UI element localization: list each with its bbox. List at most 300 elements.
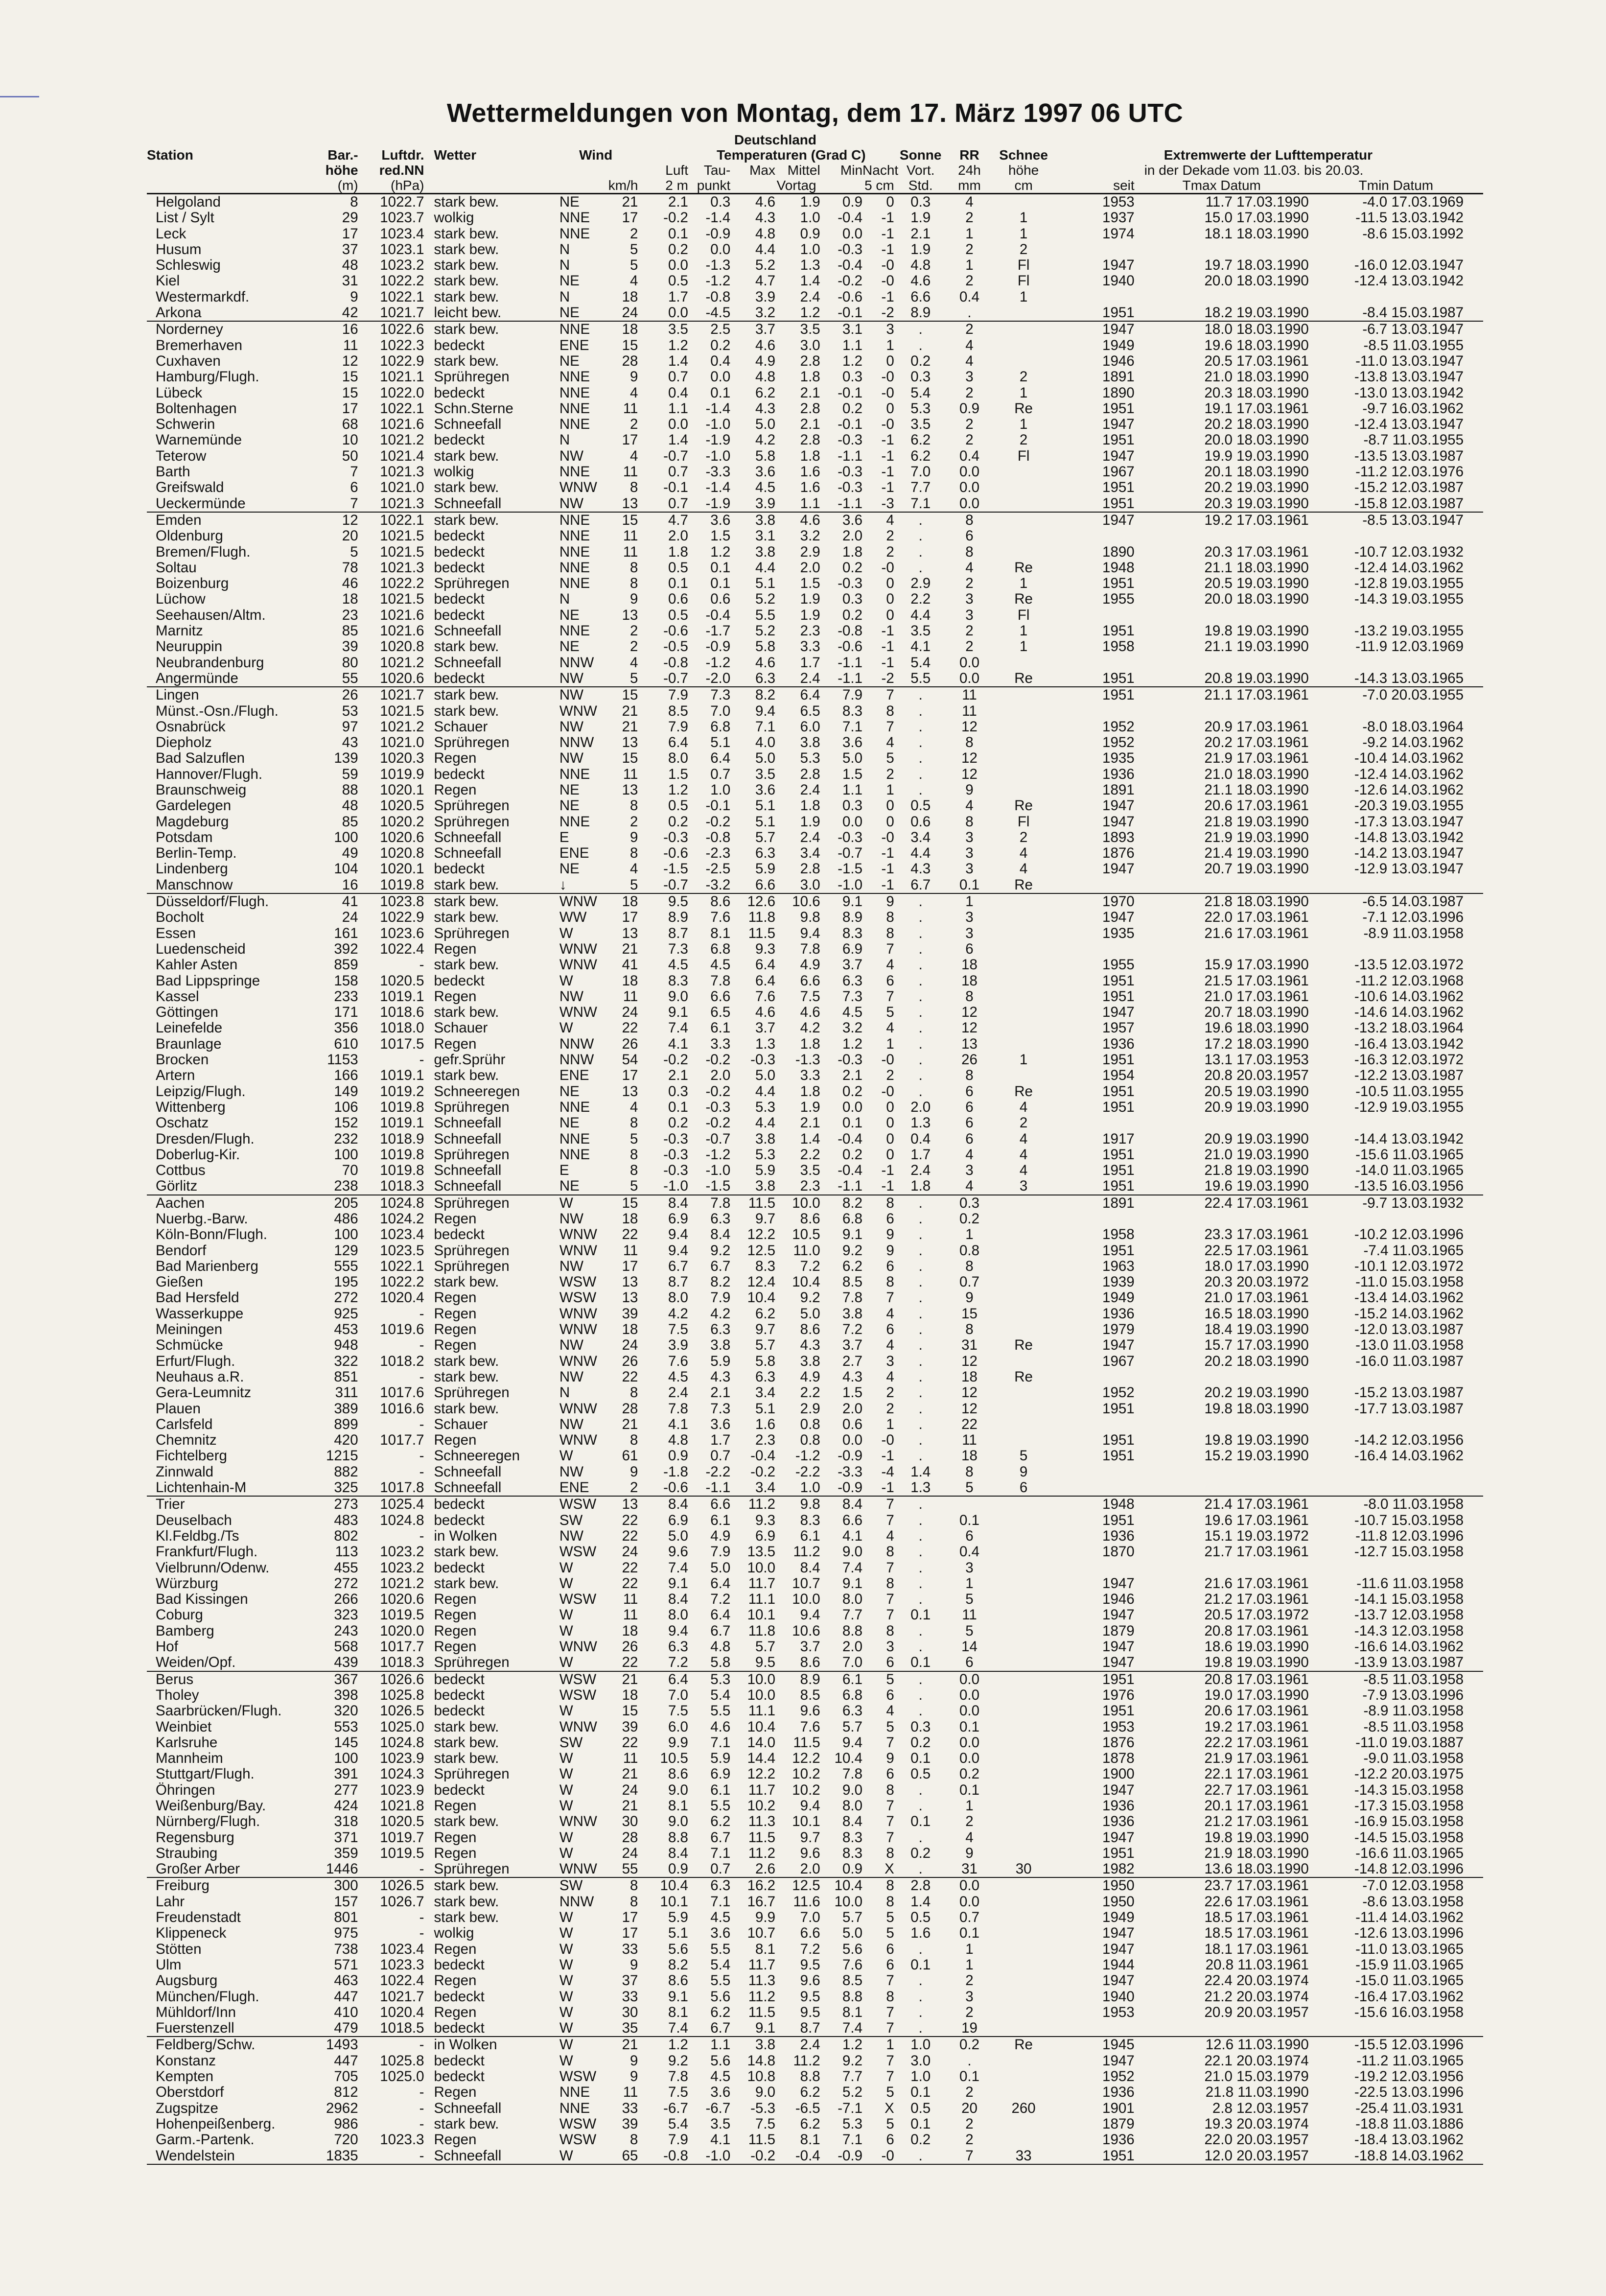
ground-temp: -0 xyxy=(881,829,894,845)
dew-point: 0.2 xyxy=(710,337,731,353)
precipitation: 0.2 xyxy=(959,1766,980,1782)
sunshine: 6.6 xyxy=(910,288,931,305)
wind-speed: 18 xyxy=(622,288,638,305)
station-name: Stuttgart/Flugh. xyxy=(156,1766,255,1782)
wind-speed: 8 xyxy=(630,797,638,814)
snow-depth xyxy=(992,2020,1055,2037)
tmax-record: 21.1 17.03.1961 xyxy=(1204,687,1309,703)
station-name: Leipzig/Flugh. xyxy=(156,1083,246,1100)
tmin-record: -20.3 19.03.1955 xyxy=(1354,797,1464,814)
temp-max: 8.3 xyxy=(755,1258,775,1274)
record-since: 1951 xyxy=(1102,972,1135,989)
wind-speed: 22 xyxy=(622,1575,638,1592)
station-name: Cuxhaven xyxy=(156,352,221,369)
record-since: 1936 xyxy=(1102,766,1135,782)
air-temp: 0.2 xyxy=(668,813,688,830)
barometer-height: 6 xyxy=(350,479,358,496)
station-name: Warnemünde xyxy=(156,432,242,448)
wind-speed: 11 xyxy=(623,766,638,782)
temp-max: 3.6 xyxy=(755,464,775,480)
wind-speed: 26 xyxy=(622,1353,638,1369)
weather: Schneefall xyxy=(424,1480,553,1496)
temp-mean: 1.8 xyxy=(800,797,820,814)
ground-temp: 7 xyxy=(886,2068,894,2085)
sunshine: 0.2 xyxy=(910,1845,931,1861)
ground-temp: 6 xyxy=(886,2132,894,2148)
pressure: 1023.4 xyxy=(380,1941,424,1957)
wind-speed: 21 xyxy=(622,194,638,210)
temp-mean: 9.8 xyxy=(800,1496,820,1513)
precipitation: 12 xyxy=(961,1020,978,1036)
temp-mean: 8.5 xyxy=(800,1687,820,1703)
ground-temp: 2 xyxy=(886,1400,894,1417)
temp-max: 9.7 xyxy=(755,1211,775,1227)
weather: Sprühregen xyxy=(434,1258,510,1274)
wind-direction: W xyxy=(559,1559,573,1576)
wind-speed: 18 xyxy=(622,893,638,910)
record-since: 1947 xyxy=(1055,1655,1135,1671)
wind-speed: 2 xyxy=(630,813,638,830)
temp-mean: 2.4 xyxy=(800,781,820,798)
ground-temp: 7 xyxy=(886,1829,894,1846)
dew-point: 6.7 xyxy=(710,1829,731,1846)
barometer-height: 392 xyxy=(334,940,358,957)
wind-direction: NW xyxy=(559,718,583,735)
pressure: 1025.8 xyxy=(380,1687,424,1703)
tmin-record: -15.2 13.03.1987 xyxy=(1354,1384,1464,1401)
record-since: 1879 xyxy=(1102,1622,1135,1639)
tmin-record: -13.5 16.03.1956 xyxy=(1309,1178,1483,1195)
wind-speed: 8 xyxy=(630,1384,638,1401)
pressure: 1019.8 xyxy=(380,1146,424,1163)
tmax-record: 19.3 20.03.1974 xyxy=(1204,2115,1309,2132)
weather: Sprühregen xyxy=(434,1242,510,1259)
temp-max: 9.5 xyxy=(730,1655,775,1671)
station-row xyxy=(147,1782,1483,1798)
wind-speed: 9 xyxy=(630,591,638,608)
wind-direction: NW xyxy=(554,496,593,512)
tmax-record: 20.9 19.03.1990 xyxy=(1204,1099,1309,1115)
temp-min: 8.5 xyxy=(842,1274,863,1290)
temp-mean: 9.2 xyxy=(800,1289,820,1306)
air-temp: -0.3 xyxy=(663,1146,688,1163)
wind-direction: W xyxy=(559,1750,573,1767)
pressure: 1024.8 xyxy=(380,1195,424,1211)
barometer-height: 925 xyxy=(334,1305,358,1322)
station-name: Kassel xyxy=(156,988,199,1005)
temp-min: 9.0 xyxy=(842,1781,863,1798)
barometer-height: 158 xyxy=(334,972,358,989)
station-row xyxy=(147,2037,1483,2053)
station-row xyxy=(147,353,1483,369)
station-name: Bremerhaven xyxy=(156,337,243,353)
precipitation: 6 xyxy=(965,528,974,544)
air-temp: 4.5 xyxy=(668,1368,688,1385)
wind-direction: W xyxy=(559,1448,573,1464)
sunshine: . xyxy=(918,1020,923,1036)
temp-max: 9.3 xyxy=(755,940,775,957)
sunshine: 0.5 xyxy=(910,1909,931,1926)
wind-direction: NNW xyxy=(559,734,594,751)
wind-direction: NNE xyxy=(559,1146,590,1163)
weather: Sprühregen xyxy=(434,1384,510,1401)
tmax-record: 20.2 18.03.1990 xyxy=(1204,1353,1309,1369)
station-row xyxy=(147,926,1483,941)
temp-max: 8.1 xyxy=(755,1941,775,1957)
tmax-record xyxy=(1135,1369,1309,1385)
temp-max: 3.8 xyxy=(755,1130,775,1147)
precipitation: 3 xyxy=(965,1988,974,2005)
air-temp: 4.1 xyxy=(668,1416,688,1432)
air-temp: 7.9 xyxy=(668,687,688,703)
air-temp: 9.4 xyxy=(668,1242,688,1259)
station-row xyxy=(147,432,1483,448)
wind-speed: 39 xyxy=(622,2115,638,2132)
precipitation: 0.8 xyxy=(959,1242,980,1259)
wind-direction: NNE xyxy=(559,623,590,639)
air-temp: 0.5 xyxy=(668,607,688,623)
record-since: 1979 xyxy=(1102,1321,1135,1338)
tmin-record: -11.2 12.03.1968 xyxy=(1355,972,1464,989)
record-since: 1947 xyxy=(1102,1972,1135,1989)
precipitation: 0.0 xyxy=(959,464,980,480)
wind-speed: 21 xyxy=(622,718,638,735)
record-since: 1935 xyxy=(1102,750,1135,767)
temp-mean: -6.5 xyxy=(795,2100,820,2116)
temp-mean: 12.5 xyxy=(792,1877,820,1894)
air-temp: 1.2 xyxy=(668,2037,688,2053)
wind-speed: 30 xyxy=(622,2004,638,2020)
wind-speed: 8 xyxy=(630,1162,638,1179)
ground-temp: 8 xyxy=(886,1274,894,1290)
station-row xyxy=(147,1751,1483,1766)
wind-direction: WNW xyxy=(559,1226,597,1243)
wind-speed: 5 xyxy=(593,877,638,893)
record-since: 1947 xyxy=(1102,257,1135,274)
dew-point: 2.1 xyxy=(710,1384,731,1401)
record-since xyxy=(1055,1115,1135,1131)
precipitation: 2 xyxy=(965,273,974,289)
station-name: Bamberg xyxy=(156,1622,214,1639)
station-row xyxy=(147,861,1483,877)
temp-max: 4.0 xyxy=(755,734,775,751)
temp-max: 5.1 xyxy=(755,797,775,814)
temp-max: -0.2 xyxy=(750,1463,775,1480)
tmin-record xyxy=(1309,941,1483,957)
tmax-record: 21.6 17.03.1961 xyxy=(1204,925,1309,941)
snow-depth: Re xyxy=(1014,1337,1033,1354)
tmin-record: -13.0 13.03.1942 xyxy=(1354,384,1464,401)
precipitation: 12 xyxy=(961,750,978,767)
record-since: 1953 xyxy=(1102,2004,1135,2020)
temp-min: 0.2 xyxy=(842,607,863,623)
precipitation: 1 xyxy=(965,893,974,910)
ground-temp: 6 xyxy=(886,1687,894,1703)
snow-depth: 2 xyxy=(1019,829,1028,845)
record-since: 1940 xyxy=(1102,1988,1135,2005)
pressure: 1021.2 xyxy=(380,432,424,448)
temp-min: 7.8 xyxy=(842,1289,863,1306)
pressure: - xyxy=(419,1909,424,1926)
tmin-record: -14.4 13.03.1942 xyxy=(1354,1130,1464,1147)
tmax-record: 18.5 17.03.1961 xyxy=(1204,1925,1309,1942)
temp-min: 8.3 xyxy=(842,703,863,719)
pressure: 1023.2 xyxy=(380,1544,424,1560)
record-since: 1947 xyxy=(1102,2052,1135,2069)
temp-max: 2.3 xyxy=(755,1432,775,1449)
ground-temp: 4 xyxy=(886,957,894,973)
station-row xyxy=(147,1306,1483,1322)
wind-speed: 24 xyxy=(622,1781,638,1798)
barometer-height: 17 xyxy=(342,400,358,417)
temp-mean: 7.2 xyxy=(800,1258,820,1274)
weather: Sprühregen xyxy=(424,1861,553,1877)
barometer-height: 152 xyxy=(334,1115,358,1131)
barometer-height: 39 xyxy=(342,638,358,655)
dew-point: 0.0 xyxy=(710,241,731,258)
record-since xyxy=(1055,1464,1135,1480)
barometer-height: 705 xyxy=(334,2068,358,2085)
precipitation: 1 xyxy=(965,257,974,274)
precipitation: 4 xyxy=(965,352,974,369)
air-temp: 6.9 xyxy=(668,1512,688,1528)
barometer-height: 410 xyxy=(334,2004,358,2020)
station-row xyxy=(147,1703,1483,1719)
wind-direction: W xyxy=(559,1622,573,1639)
tmax-record: 21.0 18.03.1990 xyxy=(1204,766,1309,782)
ground-temp: 0 xyxy=(886,400,894,417)
air-temp: 7.5 xyxy=(668,1321,688,1338)
pressure: - xyxy=(358,2148,424,2164)
temp-min: 9.0 xyxy=(842,1544,863,1560)
precipitation: 4 xyxy=(965,559,974,576)
pressure: 1019.2 xyxy=(380,1083,424,1100)
wind-speed: 22 xyxy=(622,1368,638,1385)
station-name: Bocholt xyxy=(156,909,204,926)
sunshine: 1.6 xyxy=(910,1925,931,1942)
sunshine: 6.2 xyxy=(910,447,931,464)
barometer-height: 145 xyxy=(334,1734,358,1751)
weather: stark bew. xyxy=(434,257,499,274)
weather: stark bew. xyxy=(434,1718,499,1735)
temp-max: 5.7 xyxy=(755,1639,775,1655)
weather: Regen xyxy=(434,750,477,767)
pressure: 1022.0 xyxy=(380,384,424,401)
sunshine: 0.5 xyxy=(910,797,931,814)
sunshine: 1.3 xyxy=(910,1115,931,1131)
wind-speed: 13 xyxy=(593,496,638,512)
air-temp: 8.7 xyxy=(668,925,688,941)
wind-speed: 13 xyxy=(622,1289,638,1306)
station-name: Brocken xyxy=(156,1052,209,1068)
tmax-record: 21.0 17.03.1961 xyxy=(1204,988,1309,1005)
snow-depth xyxy=(992,1973,1055,1989)
temp-max: 10.8 xyxy=(747,2068,775,2085)
sunshine: 0.3 xyxy=(910,194,931,210)
temp-min: 8.4 xyxy=(842,1496,863,1513)
air-temp: 2.0 xyxy=(668,528,688,544)
tmin-record: -8.9 11.03.1958 xyxy=(1363,925,1464,941)
weather: Schneefall xyxy=(434,654,502,671)
dew-point: -0.1 xyxy=(705,797,731,814)
snow-depth: 2 xyxy=(1019,1115,1028,1131)
temp-min: -1.1 xyxy=(820,1178,862,1195)
air-temp: -0.1 xyxy=(663,479,688,496)
station-row xyxy=(147,1894,1483,1910)
wind-direction: NE xyxy=(559,1083,580,1100)
station-row xyxy=(147,2085,1483,2100)
air-temp: -1.5 xyxy=(663,861,688,877)
station-row xyxy=(147,2148,1483,2164)
snow-depth xyxy=(992,1417,1055,1432)
station-row xyxy=(147,1432,1483,1448)
ground-temp: -1 xyxy=(881,432,894,448)
precipitation: 8 xyxy=(965,988,974,1005)
ground-temp: 7 xyxy=(886,1512,894,1528)
station-row xyxy=(147,1274,1483,1290)
pressure: 1023.3 xyxy=(380,2132,424,2148)
air-temp: 7.3 xyxy=(668,940,688,957)
station-row xyxy=(147,1910,1483,1925)
station-name: Gießen xyxy=(156,1274,203,1290)
tmax-record: 20.2 17.03.1961 xyxy=(1204,734,1309,751)
station-name: Carlsfeld xyxy=(156,1416,213,1432)
pressure: - xyxy=(419,1463,424,1480)
precipitation: 2 xyxy=(965,210,974,226)
temp-mean: 2.9 xyxy=(800,1400,820,1417)
weather: stark bew. xyxy=(434,957,499,973)
temp-min: 8.8 xyxy=(842,1622,863,1639)
wind-speed: 13 xyxy=(622,1496,638,1513)
snow-depth: 6 xyxy=(992,1480,1055,1496)
sunshine: . xyxy=(918,1829,923,1846)
temp-max: 12.5 xyxy=(747,1242,775,1259)
temp-max: 5.2 xyxy=(755,623,775,639)
wind-direction: W xyxy=(559,2052,573,2069)
tmax-record: 2.8 12.03.1957 xyxy=(1212,2100,1309,2116)
wind-direction: NW xyxy=(554,671,593,687)
record-since: 1952 xyxy=(1102,1384,1135,1401)
temp-max: 5.0 xyxy=(755,1067,775,1084)
precipitation: 3 xyxy=(965,1162,974,1179)
snow-depth xyxy=(992,1989,1055,2005)
tmin-record xyxy=(1309,242,1483,258)
tmin-record: -10.6 14.03.1962 xyxy=(1354,988,1464,1005)
station-name: Bad Marienberg xyxy=(156,1258,258,1274)
wind-speed: 13 xyxy=(622,607,638,623)
barometer-height: 43 xyxy=(342,734,358,751)
wind-direction: N xyxy=(559,591,570,608)
temp-min: 1.5 xyxy=(842,766,863,782)
tmax-record: 20.0 18.03.1990 xyxy=(1204,273,1309,289)
barometer-height: 97 xyxy=(342,718,358,735)
pressure: 1025.8 xyxy=(380,2052,424,2069)
temp-min: 6.9 xyxy=(842,940,863,957)
precipitation: 5 xyxy=(947,1480,992,1496)
temp-min: 0.0 xyxy=(842,225,863,242)
dew-point: 0.7 xyxy=(710,766,731,782)
dew-point: 3.5 xyxy=(710,2115,731,2132)
station-row xyxy=(147,496,1483,512)
record-since: 1951 xyxy=(1102,687,1135,703)
weather: stark bew. xyxy=(434,241,499,258)
tmin-record: -15.6 16.03.1958 xyxy=(1354,2004,1464,2020)
station-row xyxy=(147,877,1483,893)
station-row xyxy=(147,830,1483,845)
pressure: - xyxy=(419,2084,424,2101)
record-since: 1953 xyxy=(1102,194,1135,210)
sunshine: . xyxy=(918,1368,923,1385)
air-temp: 0.5 xyxy=(668,797,688,814)
precipitation: 0.0 xyxy=(959,1687,980,1703)
record-since: 1958 xyxy=(1102,638,1135,655)
barometer-height: 238 xyxy=(321,1178,358,1195)
snow-depth: 1 xyxy=(1019,638,1028,655)
precipitation: 2 xyxy=(965,241,974,258)
station-name: Deuselbach xyxy=(156,1512,232,1528)
precipitation: 5 xyxy=(965,1622,974,1639)
dew-point: -0.9 xyxy=(705,225,731,242)
precipitation: 3 xyxy=(965,861,974,877)
weather: wolkig xyxy=(434,464,474,480)
wind-direction: N xyxy=(559,257,570,274)
ground-temp: 8 xyxy=(886,1781,894,1798)
wind-speed: 22 xyxy=(622,1734,638,1751)
precipitation: 12 xyxy=(961,1353,978,1369)
pressure: - xyxy=(419,1052,424,1068)
temp-max: 5.7 xyxy=(755,1337,775,1354)
weather: stark bew. xyxy=(434,1750,499,1767)
precipitation: 15 xyxy=(961,1305,978,1322)
sunshine: 2.1 xyxy=(910,225,931,242)
pressure: 1020.1 xyxy=(380,781,424,798)
wind-speed: 2 xyxy=(630,638,638,655)
tmin-record: -14.8 12.03.1996 xyxy=(1309,1861,1483,1877)
snow-depth xyxy=(992,1957,1055,1973)
sunshine: 0.3 xyxy=(910,369,931,385)
pressure: 1018.6 xyxy=(380,1004,424,1021)
precipitation: 0.2 xyxy=(959,2037,980,2053)
barometer-height: 720 xyxy=(334,2132,358,2148)
dew-point: 4.5 xyxy=(710,1909,731,1926)
ground-temp: 5 xyxy=(886,1909,894,1926)
station-row xyxy=(147,1448,1483,1464)
weather: Regen xyxy=(434,1211,477,1227)
wind-speed: 17 xyxy=(622,1925,638,1942)
sunshine: . xyxy=(918,1687,923,1703)
weather: stark bew. xyxy=(434,479,499,496)
station-name: Husum xyxy=(156,241,202,258)
station-row xyxy=(147,1464,1483,1480)
barometer-height: 85 xyxy=(342,813,358,830)
tmax-record: 21.4 19.03.1990 xyxy=(1204,845,1309,862)
pressure: 1023.8 xyxy=(380,893,424,910)
station-row xyxy=(147,1480,1483,1496)
station-name: Seehausen/Altm. xyxy=(156,607,266,623)
temp-min: 6.8 xyxy=(842,1211,863,1227)
precipitation: 3 xyxy=(965,829,974,845)
ground-temp: 4 xyxy=(886,1527,894,1544)
precipitation: 0.0 xyxy=(959,1703,980,1719)
record-since: 1939 xyxy=(1102,1274,1135,1290)
wind-speed: 35 xyxy=(593,2020,638,2037)
station-row xyxy=(147,735,1483,750)
temp-max: 9.9 xyxy=(755,1909,775,1926)
temp-min: -0.3 xyxy=(838,464,863,480)
temp-mean: 2.0 xyxy=(800,559,820,576)
wind-speed: 18 xyxy=(622,1687,638,1703)
barometer-height: 100 xyxy=(334,829,358,845)
